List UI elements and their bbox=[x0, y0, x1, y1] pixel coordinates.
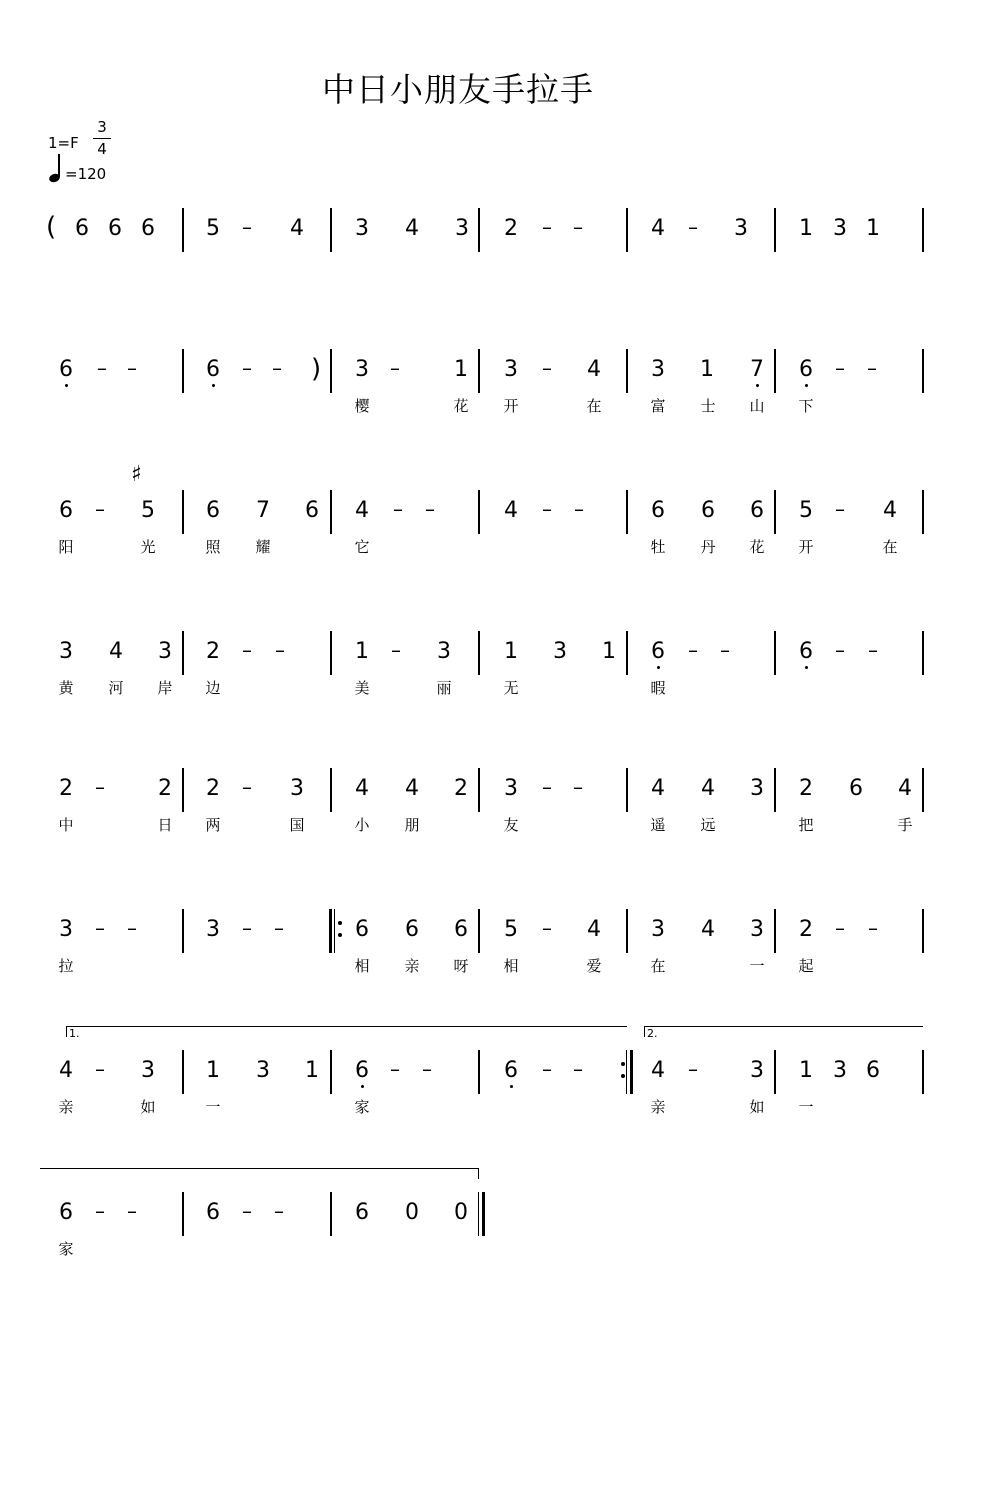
note-number: 3 bbox=[833, 1058, 847, 1083]
note-number: 5 bbox=[799, 498, 813, 523]
barline bbox=[330, 208, 332, 252]
lyric-character: 一 bbox=[749, 957, 765, 975]
note-number: 3 bbox=[504, 357, 518, 382]
note-number: 1 bbox=[799, 1058, 813, 1083]
tempo-value: =120 bbox=[65, 165, 107, 183]
note-number: 3 bbox=[750, 1058, 764, 1083]
close-parenthesis: ) bbox=[311, 354, 322, 384]
barline bbox=[330, 490, 332, 534]
lyric-character: 如 bbox=[749, 1098, 765, 1116]
lyric-character: 边 bbox=[205, 679, 221, 697]
lyric-character: 相 bbox=[354, 957, 370, 975]
dash-extension: – bbox=[720, 638, 730, 662]
note-number: 2 bbox=[799, 917, 813, 942]
note-number: 5 bbox=[206, 216, 220, 241]
note-number: 4 bbox=[109, 639, 123, 664]
note-number: 4 bbox=[504, 498, 518, 523]
barline bbox=[182, 768, 184, 812]
note-number: 5 bbox=[141, 498, 155, 523]
barline bbox=[182, 208, 184, 252]
note-number: 1 bbox=[700, 357, 714, 382]
barline bbox=[330, 631, 332, 675]
dash-extension: – bbox=[127, 356, 137, 380]
lyric-character: 光 bbox=[140, 538, 156, 556]
dash-extension: – bbox=[542, 775, 552, 799]
barline bbox=[182, 1050, 184, 1094]
lyric-character: 拉 bbox=[58, 957, 74, 975]
repeat-start-barline bbox=[329, 909, 332, 953]
lyric-character: 朋 bbox=[404, 816, 420, 834]
repeat-dot bbox=[338, 933, 342, 937]
dash-extension: – bbox=[391, 638, 401, 662]
lyric-character: 牡 bbox=[650, 538, 666, 556]
note-number: 3 bbox=[206, 917, 220, 942]
barline bbox=[626, 349, 628, 393]
lower-octave-dot bbox=[510, 1085, 513, 1088]
note-number: 1 bbox=[454, 357, 468, 382]
time-signature-bottom: 4 bbox=[97, 140, 107, 158]
barline bbox=[478, 349, 480, 393]
note-number: 6 bbox=[59, 498, 73, 523]
lyric-character: 黄 bbox=[58, 679, 74, 697]
dash-extension: – bbox=[393, 497, 403, 521]
lyric-character: 亲 bbox=[58, 1098, 74, 1116]
dash-extension: – bbox=[422, 1057, 432, 1081]
barline bbox=[330, 1192, 332, 1236]
note-number: 6 bbox=[59, 1200, 73, 1225]
note-number: 3 bbox=[59, 917, 73, 942]
note-number: 3 bbox=[141, 1058, 155, 1083]
barline bbox=[626, 909, 628, 953]
dash-extension: – bbox=[274, 1199, 284, 1223]
dash-extension: – bbox=[97, 356, 107, 380]
barline bbox=[182, 631, 184, 675]
lyric-character: 两 bbox=[205, 816, 221, 834]
lyric-character: 下 bbox=[798, 397, 814, 415]
dash-extension: – bbox=[390, 356, 400, 380]
note-number: 4 bbox=[701, 917, 715, 942]
barline bbox=[330, 1050, 332, 1094]
note-number: 6 bbox=[504, 1058, 518, 1083]
sharp-icon: ♯ bbox=[131, 462, 142, 487]
lyric-character: 丹 bbox=[700, 538, 716, 556]
note-number: 7 bbox=[256, 498, 270, 523]
lyric-character: 亲 bbox=[650, 1098, 666, 1116]
note-number: 2 bbox=[206, 639, 220, 664]
lyric-character: 家 bbox=[58, 1240, 74, 1258]
note-number: 1 bbox=[602, 639, 616, 664]
dash-extension: – bbox=[542, 497, 552, 521]
repeat-dot bbox=[621, 1062, 625, 1066]
dash-extension: – bbox=[835, 916, 845, 940]
dash-extension: – bbox=[242, 1199, 252, 1223]
note-number: 6 bbox=[849, 776, 863, 801]
note-number: 6 bbox=[866, 1058, 880, 1083]
lyric-character: 国 bbox=[289, 816, 305, 834]
barline bbox=[774, 208, 776, 252]
note-number: 3 bbox=[59, 639, 73, 664]
note-number: 2 bbox=[454, 776, 468, 801]
note-number: 4 bbox=[405, 216, 419, 241]
barline bbox=[922, 349, 924, 393]
note-number: 1 bbox=[866, 216, 880, 241]
final-barline bbox=[482, 1192, 485, 1236]
note-number: 1 bbox=[305, 1058, 319, 1083]
note-number: 6 bbox=[206, 1200, 220, 1225]
barline bbox=[626, 208, 628, 252]
dash-extension: – bbox=[242, 775, 252, 799]
note-number: 4 bbox=[587, 357, 601, 382]
note-number: 6 bbox=[108, 216, 122, 241]
note-number: 3 bbox=[158, 639, 172, 664]
dash-extension: – bbox=[574, 497, 584, 521]
lower-octave-dot bbox=[361, 1085, 364, 1088]
note-number: 0 bbox=[405, 1200, 419, 1225]
lyric-character: 手 bbox=[897, 816, 913, 834]
open-parenthesis: ( bbox=[46, 212, 57, 242]
lower-octave-dot bbox=[65, 384, 68, 387]
note-number: 6 bbox=[355, 1200, 369, 1225]
note-number: 2 bbox=[158, 776, 172, 801]
dash-extension: – bbox=[242, 356, 252, 380]
note-number: 4 bbox=[587, 917, 601, 942]
note-number: 4 bbox=[355, 498, 369, 523]
barline bbox=[922, 631, 924, 675]
barline bbox=[478, 1050, 480, 1094]
lyric-character: 家 bbox=[354, 1098, 370, 1116]
dash-extension: – bbox=[835, 497, 845, 521]
lyric-character: 相 bbox=[503, 957, 519, 975]
lyric-character: 中 bbox=[58, 816, 74, 834]
lyric-character: 耀 bbox=[255, 538, 271, 556]
lyric-character: 如 bbox=[140, 1098, 156, 1116]
dash-extension: – bbox=[95, 916, 105, 940]
barline bbox=[478, 768, 480, 812]
dash-extension: – bbox=[573, 1057, 583, 1081]
lyric-character: 亲 bbox=[404, 957, 420, 975]
dash-extension: – bbox=[573, 215, 583, 239]
final-barline bbox=[478, 1192, 479, 1236]
dash-extension: – bbox=[95, 1057, 105, 1081]
key-signature: 1=F bbox=[48, 134, 79, 152]
note-number: 6 bbox=[701, 498, 715, 523]
note-number: 3 bbox=[651, 357, 665, 382]
barline bbox=[626, 490, 628, 534]
note-number: 3 bbox=[553, 639, 567, 664]
dash-extension: – bbox=[242, 916, 252, 940]
lyric-character: 士 bbox=[700, 397, 716, 415]
note-number: 6 bbox=[59, 357, 73, 382]
barline bbox=[330, 768, 332, 812]
repeat-dot bbox=[621, 1074, 625, 1078]
note-number: 6 bbox=[75, 216, 89, 241]
dash-extension: – bbox=[835, 638, 845, 662]
lyric-character: 起 bbox=[798, 957, 814, 975]
barline bbox=[774, 490, 776, 534]
note-number: 6 bbox=[651, 639, 665, 664]
note-number: 4 bbox=[290, 216, 304, 241]
lyric-character: 远 bbox=[700, 816, 716, 834]
note-number: 6 bbox=[454, 917, 468, 942]
repeat-dot bbox=[338, 921, 342, 925]
dash-extension: – bbox=[127, 916, 137, 940]
lyric-character: 一 bbox=[798, 1098, 814, 1116]
note-number: 4 bbox=[355, 776, 369, 801]
note-number: 6 bbox=[206, 357, 220, 382]
note-number: 7 bbox=[750, 357, 764, 382]
dash-extension: – bbox=[542, 356, 552, 380]
barline bbox=[478, 909, 480, 953]
lyric-character: 一 bbox=[205, 1098, 221, 1116]
lyric-character: 在 bbox=[882, 538, 898, 556]
barline bbox=[922, 909, 924, 953]
dash-extension: – bbox=[542, 1057, 552, 1081]
barline bbox=[478, 490, 480, 534]
barline bbox=[922, 1050, 924, 1094]
lyric-character: 富 bbox=[650, 397, 666, 415]
lyric-character: 开 bbox=[503, 397, 519, 415]
volta-bracket bbox=[644, 1026, 923, 1037]
note-number: 6 bbox=[355, 1058, 369, 1083]
note-number: 4 bbox=[59, 1058, 73, 1083]
time-signature bbox=[93, 118, 111, 159]
note-number: 1 bbox=[799, 216, 813, 241]
barline bbox=[774, 349, 776, 393]
lyric-character: 遥 bbox=[650, 816, 666, 834]
dash-extension: – bbox=[542, 916, 552, 940]
lower-octave-dot bbox=[657, 666, 660, 669]
dash-extension: – bbox=[242, 638, 252, 662]
lyric-character: 花 bbox=[749, 538, 765, 556]
song-title: 中日小朋友手拉手 bbox=[322, 70, 594, 109]
barline bbox=[478, 208, 480, 252]
barline bbox=[626, 768, 628, 812]
lyric-character: 在 bbox=[650, 957, 666, 975]
barline bbox=[182, 490, 184, 534]
lyric-character: 山 bbox=[749, 397, 765, 415]
barline bbox=[774, 631, 776, 675]
dash-extension: – bbox=[242, 215, 252, 239]
lyric-character: 照 bbox=[205, 538, 221, 556]
lyric-character: 爱 bbox=[586, 957, 602, 975]
note-number: 3 bbox=[437, 639, 451, 664]
note-number: 6 bbox=[799, 357, 813, 382]
dash-extension: – bbox=[573, 775, 583, 799]
barline bbox=[182, 909, 184, 953]
lyric-character: 美 bbox=[354, 679, 370, 697]
note-number: 0 bbox=[454, 1200, 468, 1225]
note-number: 3 bbox=[750, 917, 764, 942]
lyric-character: 在 bbox=[586, 397, 602, 415]
volta-bracket bbox=[66, 1026, 627, 1037]
barline bbox=[774, 909, 776, 953]
lyric-character: 阳 bbox=[58, 538, 74, 556]
note-number: 3 bbox=[504, 776, 518, 801]
note-number: 2 bbox=[59, 776, 73, 801]
note-number: 3 bbox=[455, 216, 469, 241]
lyric-character: 它 bbox=[354, 538, 370, 556]
barline bbox=[182, 349, 184, 393]
note-number: 6 bbox=[405, 917, 419, 942]
note-number: 6 bbox=[206, 498, 220, 523]
note-number: 2 bbox=[799, 776, 813, 801]
dash-extension: – bbox=[272, 356, 282, 380]
note-number: 6 bbox=[799, 639, 813, 664]
dash-extension: – bbox=[95, 775, 105, 799]
dash-extension: – bbox=[688, 638, 698, 662]
dash-extension: – bbox=[868, 638, 878, 662]
repeat-end-barline bbox=[630, 1050, 633, 1094]
note-number: 6 bbox=[355, 917, 369, 942]
volta-number: 1. bbox=[69, 1027, 80, 1040]
note-number: 4 bbox=[651, 216, 665, 241]
barline bbox=[922, 490, 924, 534]
lyric-character: 樱 bbox=[354, 397, 370, 415]
dash-extension: – bbox=[542, 215, 552, 239]
note-number: 3 bbox=[651, 917, 665, 942]
dash-extension: – bbox=[425, 497, 435, 521]
lower-octave-dot bbox=[756, 384, 759, 387]
note-number: 2 bbox=[206, 776, 220, 801]
note-number: 4 bbox=[701, 776, 715, 801]
note-number: 3 bbox=[833, 216, 847, 241]
note-number: 1 bbox=[206, 1058, 220, 1083]
dash-extension: – bbox=[390, 1057, 400, 1081]
barline bbox=[478, 631, 480, 675]
lower-octave-dot bbox=[212, 384, 215, 387]
volta-continuation-bracket bbox=[40, 1168, 479, 1179]
note-number: 6 bbox=[141, 216, 155, 241]
dash-extension: – bbox=[868, 916, 878, 940]
dash-extension: – bbox=[835, 356, 845, 380]
note-number: 4 bbox=[651, 776, 665, 801]
note-number: 4 bbox=[651, 1058, 665, 1083]
lyric-character: 暇 bbox=[650, 679, 666, 697]
barline bbox=[626, 631, 628, 675]
dash-extension: – bbox=[275, 638, 285, 662]
lyric-character: 日 bbox=[157, 816, 173, 834]
note-number: 2 bbox=[504, 216, 518, 241]
repeat-end-barline bbox=[626, 1050, 627, 1094]
lyric-character: 友 bbox=[503, 816, 519, 834]
dash-extension: – bbox=[688, 1057, 698, 1081]
note-number: 3 bbox=[355, 216, 369, 241]
dash-extension: – bbox=[95, 1199, 105, 1223]
note-number: 1 bbox=[504, 639, 518, 664]
barline bbox=[774, 768, 776, 812]
repeat-start-barline bbox=[334, 909, 335, 953]
dash-extension: – bbox=[127, 1199, 137, 1223]
dash-extension: – bbox=[688, 215, 698, 239]
lyric-character: 开 bbox=[798, 538, 814, 556]
note-number: 6 bbox=[305, 498, 319, 523]
note-number: 5 bbox=[504, 917, 518, 942]
note-number: 3 bbox=[290, 776, 304, 801]
quarter-note-icon bbox=[48, 152, 64, 184]
note-number: 4 bbox=[405, 776, 419, 801]
barline bbox=[182, 1192, 184, 1236]
note-number: 3 bbox=[355, 357, 369, 382]
note-number: 1 bbox=[355, 639, 369, 664]
note-number: 3 bbox=[734, 216, 748, 241]
lyric-character: 岸 bbox=[157, 679, 173, 697]
lyric-character: 呀 bbox=[453, 957, 469, 975]
note-number: 3 bbox=[256, 1058, 270, 1083]
lyric-character: 河 bbox=[108, 679, 124, 697]
note-number: 6 bbox=[651, 498, 665, 523]
lyric-character: 花 bbox=[453, 397, 469, 415]
time-signature-top: 3 bbox=[97, 118, 107, 136]
lower-octave-dot bbox=[805, 666, 808, 669]
barline bbox=[922, 208, 924, 252]
dash-extension: – bbox=[867, 356, 877, 380]
lyric-character: 无 bbox=[503, 679, 519, 697]
dash-extension: – bbox=[95, 497, 105, 521]
lyric-character: 丽 bbox=[436, 679, 452, 697]
lyric-character: 小 bbox=[354, 816, 370, 834]
volta-number: 2. bbox=[647, 1027, 658, 1040]
lower-octave-dot bbox=[805, 384, 808, 387]
lyric-character: 把 bbox=[798, 816, 814, 834]
note-number: 4 bbox=[883, 498, 897, 523]
barline bbox=[330, 349, 332, 393]
barline bbox=[774, 1050, 776, 1094]
dash-extension: – bbox=[274, 916, 284, 940]
note-number: 3 bbox=[750, 776, 764, 801]
barline bbox=[922, 768, 924, 812]
note-number: 4 bbox=[898, 776, 912, 801]
note-number: 6 bbox=[750, 498, 764, 523]
